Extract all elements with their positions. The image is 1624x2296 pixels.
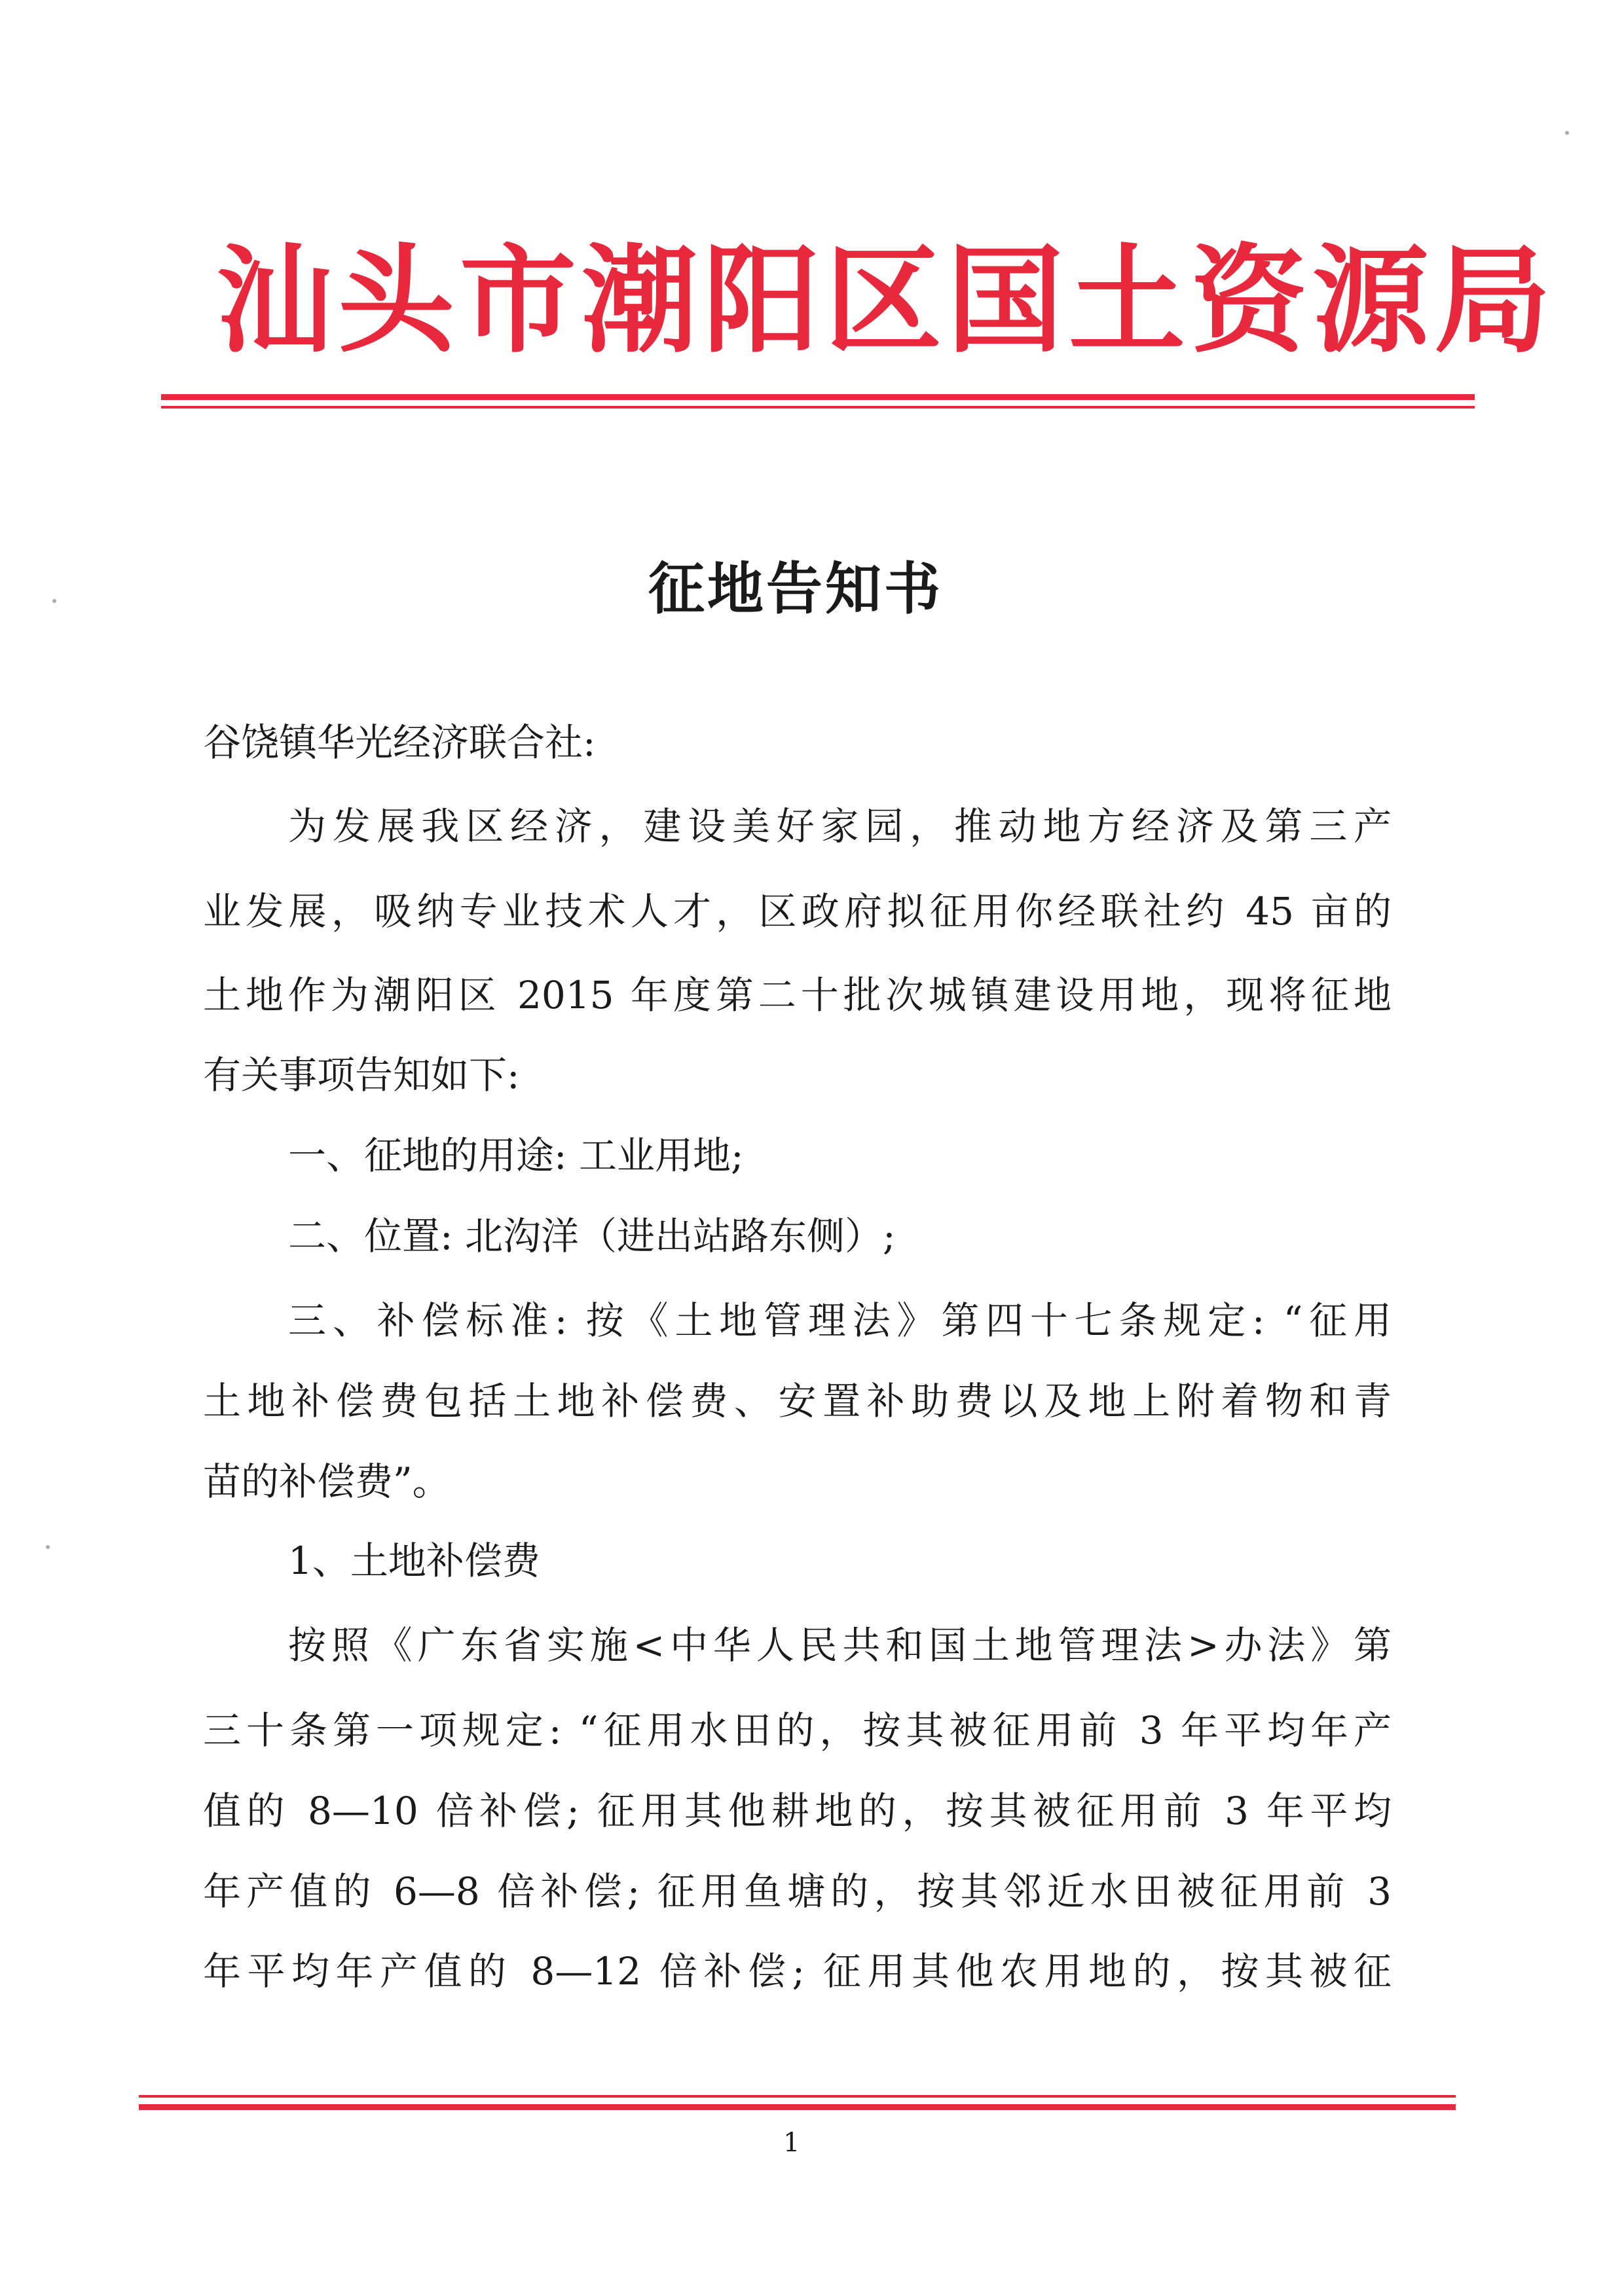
body-line: 三十条第一项规定: “征用水田的，按其被征用前 3 年平均年产 — [203, 1708, 1392, 1753]
body-line: 值的 8—10 倍补偿; 征用其他耕地的，按其被征用前 3 年平均 — [203, 1789, 1392, 1833]
scan-speck — [1565, 131, 1569, 135]
subheading-land-compensation: 1、土地补偿费 — [288, 1539, 540, 1583]
body-line: 苗的补偿费”。 — [203, 1459, 451, 1504]
footer-divider-thick — [139, 2104, 1456, 2110]
body-line: 土地补偿费包括土地补偿费、安置补助费以及地上附着物和青 — [203, 1379, 1392, 1423]
document-title: 征地告知书 — [648, 556, 943, 622]
body-line: 为发展我区经济，建设美好家园，推动地方经济及第三产 — [288, 804, 1392, 848]
addressee: 谷饶镇华光经济联合社: — [203, 720, 596, 765]
item-usage: 一、征地的用途: 工业用地; — [288, 1133, 744, 1178]
header-divider-thick — [161, 394, 1475, 400]
header-divider-thin — [161, 406, 1475, 409]
footer-divider-thin — [139, 2095, 1456, 2098]
page-number: 1 — [783, 2128, 800, 2158]
body-line: 业发展，吸纳专业技术人才，区政府拟征用你经联社约 45 亩的 — [203, 889, 1392, 934]
item-compensation: 三、补偿标准: 按《土地管理法》第四十七条规定: “征用 — [288, 1298, 1392, 1343]
item-location: 二、位置: 北沟洋（进出站路东侧）; — [288, 1214, 896, 1258]
scan-speck — [52, 599, 56, 603]
body-line: 有关事项告知如下: — [203, 1053, 520, 1097]
body-line: 按照《广东省实施<中华人民共和国土地管理法>办法》第 — [288, 1623, 1392, 1667]
body-line: 年平均年产值的 8—12 倍补偿; 征用其他农用地的，按其被征 — [203, 1949, 1392, 1994]
scan-speck — [46, 1545, 50, 1549]
body-line: 年产值的 6—8 倍补偿; 征用鱼塘的，按其邻近水田被征用前 3 — [203, 1869, 1392, 1914]
issuing-authority-header: 汕头市潮阳区国土资源局 — [216, 232, 1556, 369]
body-line: 土地作为潮阳区 2015 年度第二十批次城镇建设用地，现将征地 — [203, 973, 1392, 1017]
